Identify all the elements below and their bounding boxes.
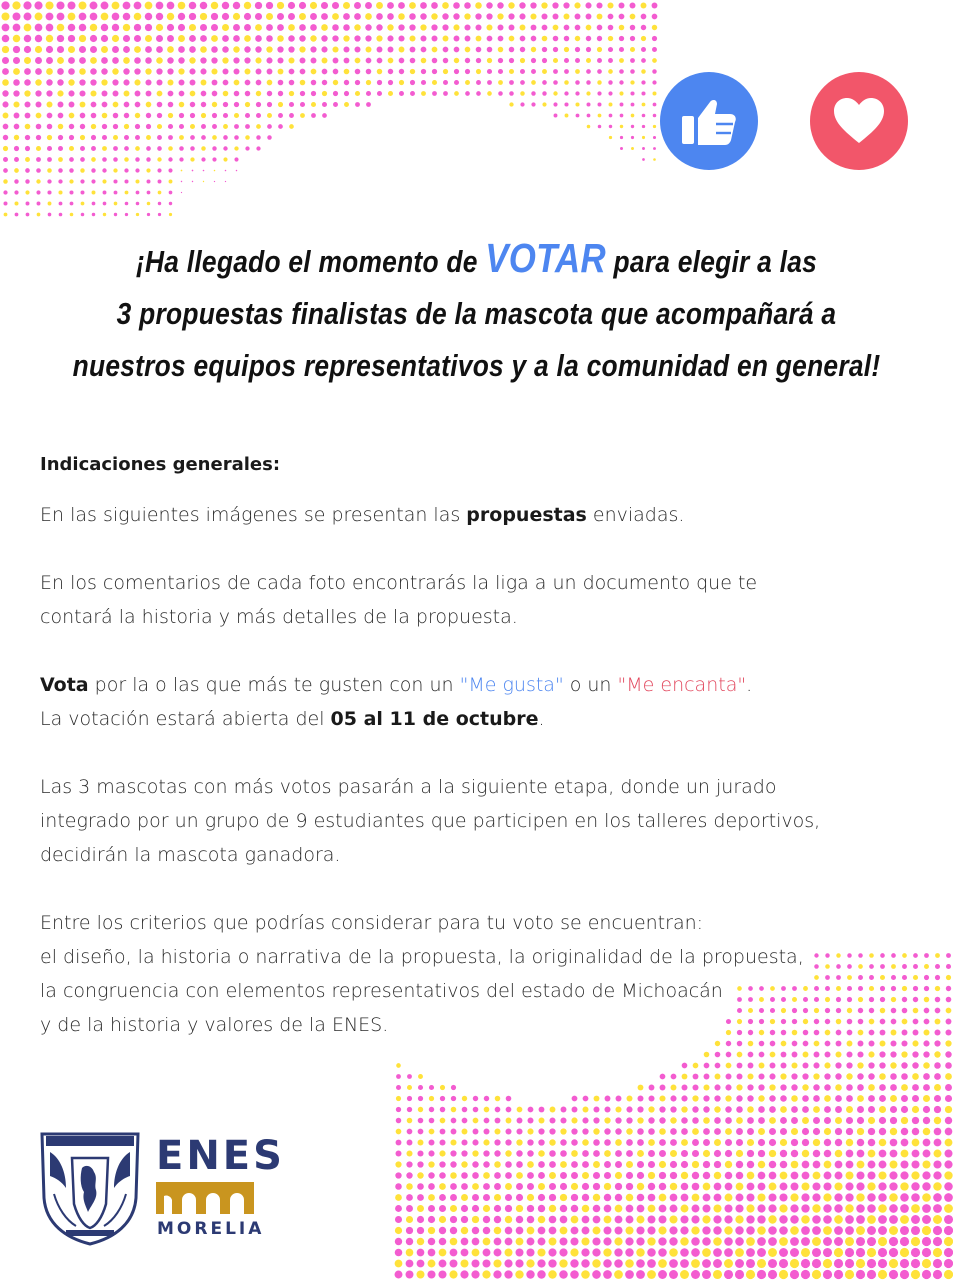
morelia-logo-text: MORELIA xyxy=(157,1219,265,1239)
text: La votación estará abierta del xyxy=(40,708,331,730)
paragraph-dates xyxy=(40,702,940,736)
paragraph-proposals xyxy=(40,498,940,532)
headline-votar-emphasis: VOTAR xyxy=(485,235,606,281)
instructions-heading: Indicaciones generales: xyxy=(40,454,281,475)
bold-text: propuestas xyxy=(466,504,587,526)
thumbs-up-icon xyxy=(660,72,758,170)
headline-text: ¡Ha llegado el momento de xyxy=(135,244,486,279)
unam-seal-icon xyxy=(36,1128,144,1246)
headline-line-2: 3 propuestas finalistas de la mascota que acompañará a xyxy=(116,296,837,331)
logos xyxy=(36,1128,296,1248)
paragraph-jury-line-1: Las 3 mascotas con más votos pasarán a la siguiente etapa, donde un jurado xyxy=(40,776,777,798)
text: . xyxy=(746,674,753,696)
paragraph-comments-line-2: contará la historia y más detalles de la propuesta. xyxy=(40,606,518,628)
text: En las siguientes imágenes se presentan las xyxy=(40,504,467,526)
paragraph-criteria-line-1: Entre los criterios que podrías considerar para tu voto se encuentran: xyxy=(40,912,704,934)
paragraph-criteria-line-3: la congruencia con elementos representativos del estado de Michoacán xyxy=(40,980,723,1002)
text: enviadas. xyxy=(586,504,685,526)
headline-text: para elegir a las xyxy=(605,244,818,279)
arches-icon xyxy=(156,1182,254,1214)
headline-line-3: nuestros equipos representativos y a la comunidad en general! xyxy=(72,348,881,383)
instructions-body xyxy=(40,448,940,1042)
text: o un xyxy=(563,674,618,696)
heart-icon xyxy=(810,72,908,170)
bold-text: Vota xyxy=(40,674,89,696)
halftone-decoration-top xyxy=(0,0,660,225)
paragraph-criteria-line-4: y de la historia y valores de la ENES. xyxy=(40,1014,389,1036)
text: . xyxy=(538,708,545,730)
paragraph-jury-line-3: decidirán la mascota ganadora. xyxy=(40,844,341,866)
bold-dates: 05 al 11 de octubre xyxy=(330,708,539,730)
me-gusta-text: "Me gusta" xyxy=(459,674,564,696)
paragraph-jury-line-2: integrado por un grupo de 9 estudiantes que participen en los talleres deportivos, xyxy=(40,810,821,832)
me-encanta-text: "Me encanta" xyxy=(617,674,747,696)
headline xyxy=(71,232,881,392)
paragraph-criteria-line-2: el diseño, la historia o narrativa de la propuesta, la originalidad de la propuesta, xyxy=(40,946,804,968)
paragraph-vote xyxy=(40,668,940,702)
text: por la o las que más te gusten con un xyxy=(88,674,460,696)
headline-line-1 xyxy=(71,232,881,288)
enes-logo-text: ENES xyxy=(156,1133,285,1179)
paragraph-comments-line-1: En los comentarios de cada foto encontrarás la liga a un documento que te xyxy=(40,572,758,594)
